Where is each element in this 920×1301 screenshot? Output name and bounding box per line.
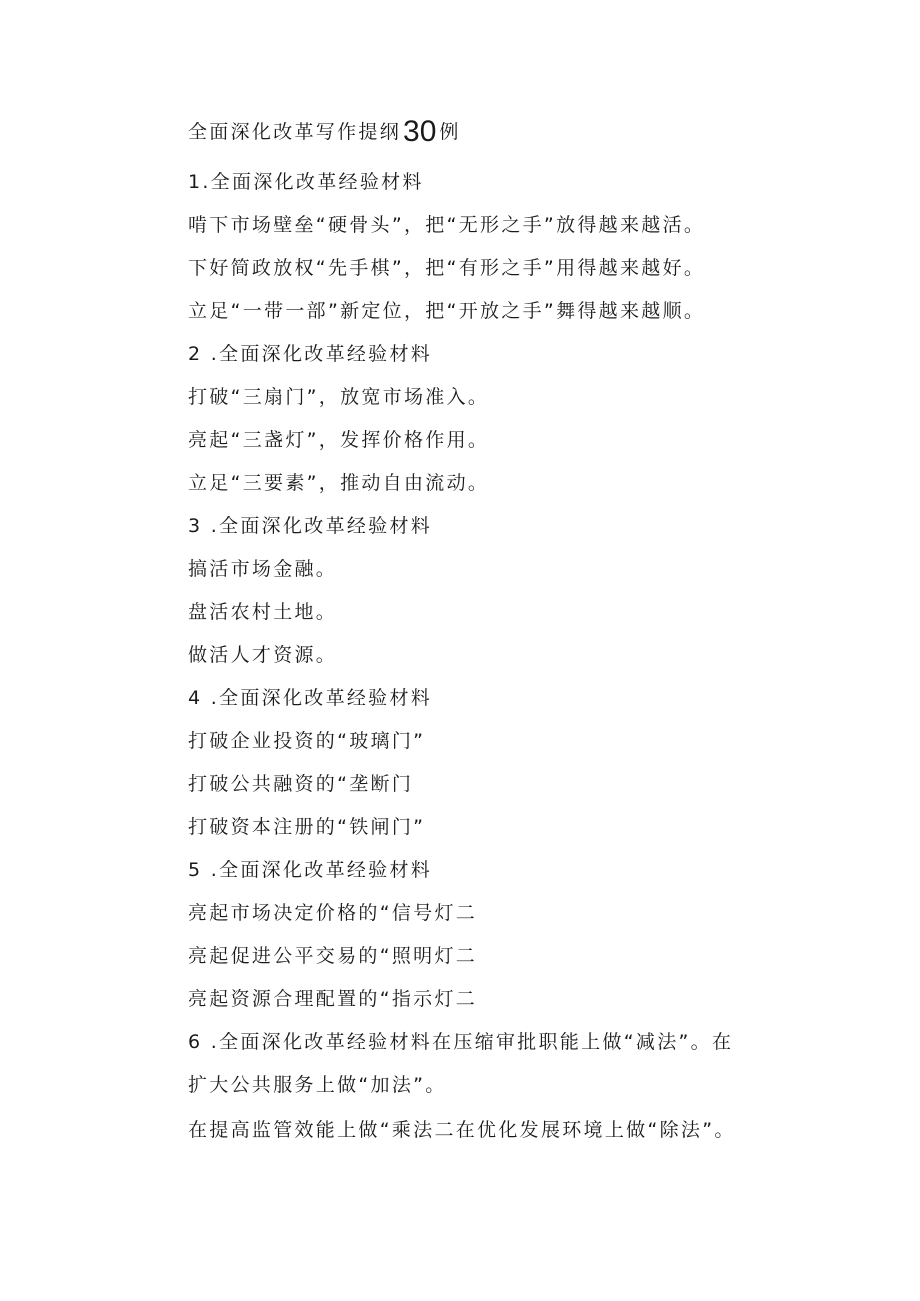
section-heading-4: 4 .全面深化改革经验材料 — [188, 687, 433, 709]
paragraph-line: 扩大公共服务上做“加法”。 — [188, 1074, 447, 1096]
title-suffix: 例 — [439, 121, 461, 143]
paragraph-line: 啃下市场壁垒“硬骨头”，把“无形之手”放得越来越活。 — [188, 214, 706, 236]
title-number: 30 — [403, 115, 437, 148]
paragraph-line: 亮起“三盏灯”，发挥价格作用。 — [188, 429, 490, 451]
section-heading-5: 5 .全面深化改革经验材料 — [188, 859, 433, 881]
section-heading-2: 2 .全面深化改革经验材料 — [188, 343, 433, 365]
paragraph-line: 搞活市场金融。 — [188, 558, 338, 580]
paragraph-line: 盘活农村土地。 — [188, 601, 338, 623]
paragraph-line: 打破企业投资的“玻璃门” — [188, 730, 426, 752]
document-title — [188, 115, 461, 148]
paragraph-line: 立足“一带一部”新定位，把“开放之手”舞得越来越顺。 — [188, 300, 706, 322]
paragraph-line: 打破公共融资的“垄断门 — [188, 773, 414, 795]
paragraph-line: 下好简政放权“先手棋”，把“有形之手”用得越来越好。 — [188, 257, 706, 279]
paragraph-line: 亮起资源合理配置的“指示灯二 — [188, 988, 478, 1010]
paragraph-line: 打破资本注册的“铁闸门” — [188, 816, 426, 838]
title-text: 全面深化改革写作提纲 — [188, 121, 402, 143]
paragraph-line: 亮起促进公平交易的“照明灯二 — [188, 945, 478, 967]
paragraph-line: 打破“三扇门”，放宽市场准入。 — [188, 386, 490, 408]
paragraph-line: 亮起市场决定价格的“信号灯二 — [188, 902, 478, 924]
paragraph-line: 做活人才资源。 — [188, 644, 338, 666]
paragraph-line: 立足“三要素”，推动自由流动。 — [188, 472, 490, 494]
section-heading-3: 3 .全面深化改革经验材料 — [188, 515, 433, 537]
section-heading-6: 6 .全面深化改革经验材料在压缩审批职能上做“减法”。在 — [188, 1031, 734, 1053]
section-heading-1: 1.全面深化改革经验材料 — [188, 171, 424, 193]
paragraph-line: 在提高监管效能上做“乘法二在优化发展环境上做“除法”。 — [188, 1119, 736, 1141]
